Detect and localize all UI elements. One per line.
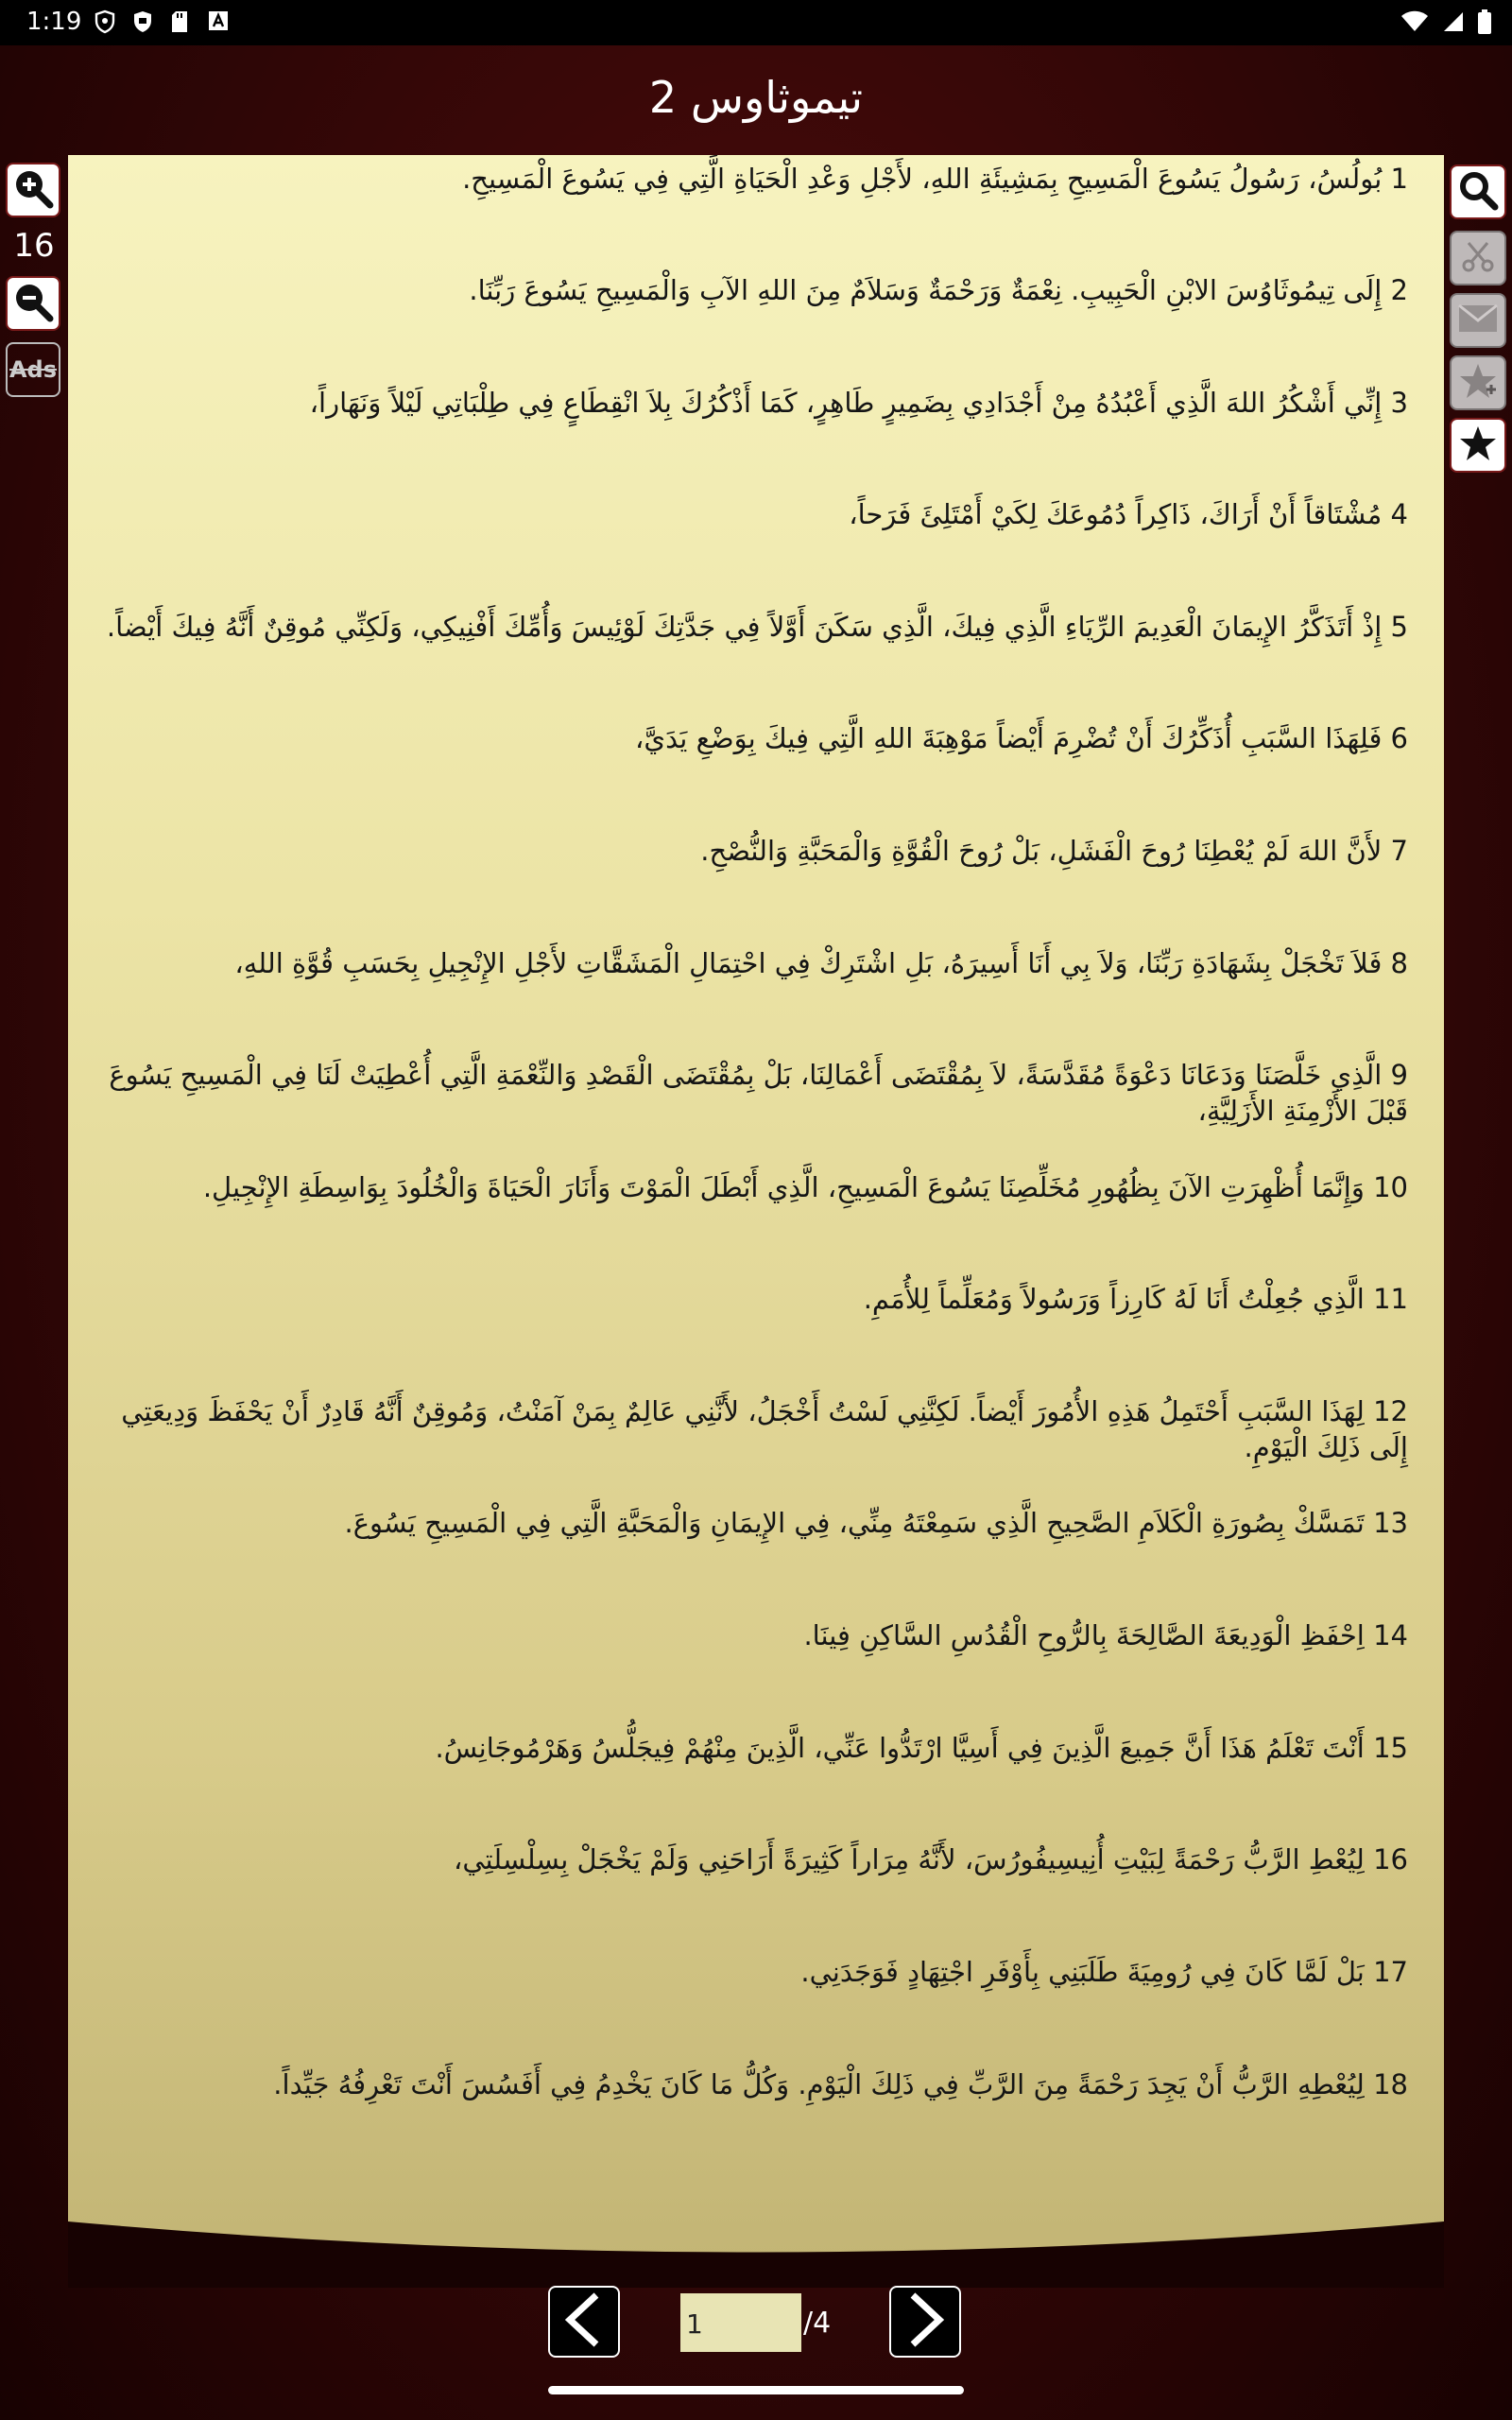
zoom-in-icon: [12, 167, 54, 213]
verse-text: لِيُعْطِ الرَّبُّ رَحْمَةً لِبَيْتِ أُنِيسِيفُورُسَ، لأَنَّهُ مِرَاراً كَثِيرَةً أَرَاحَنِي وَلَمْ يَخْجَلْ بِسِلْسِلَتِي،: [454, 1843, 1365, 1876]
status-time: 1:19: [26, 8, 82, 36]
share-mail-button[interactable]: [1450, 293, 1506, 348]
verse-text: مُشْتَاقاً أَنْ أَرَاكَ، ذَاكِراً دُمُوعَكَ لِكَيْ أَمْتَلِئَ فَرَحاً،: [849, 498, 1383, 530]
scripture-page[interactable]: [68, 155, 1444, 2282]
verse-text: لأَنَّ اللهَ لَمْ يُعْطِنَا رُوحَ الْفَشَلِ، بَلْ رُوحَ الْقُوَّةِ وَالْمَحَبَّةِ وَالنُّصْحِ.: [700, 835, 1383, 867]
verse-text: وَإِنَّمَا أُظْهِرَتِ الآنَ بِظُهُورِ مُخَلِّصِنَا يَسُوعَ الْمَسِيحِ، الَّذِي أَبْطَلَ الْمَوْتَ وَأَنَارَ الْحَيَاةَ وَالْخُلُودَ بِوَاسِطَةِ الإِنْجِيلِ.: [202, 1171, 1365, 1203]
page-number-input[interactable]: 1: [680, 2293, 801, 2352]
verse-number: 18: [1373, 2068, 1408, 2100]
sd-card-icon: [170, 9, 191, 32]
verse-number: 3: [1390, 387, 1408, 419]
verse-number: 11: [1373, 1283, 1408, 1315]
zoom-out-icon: [12, 281, 54, 326]
home-indicator[interactable]: [548, 2386, 964, 2394]
verse-text: لِيُعْطِهِ الرَّبُّ أَنْ يَجِدَ رَحْمَةً مِنَ الرَّبِّ فِي ذَلِكَ الْيَوْمِ. وَكُلُّ مَا كَانَ يَخْدِمُ فِي أَفَسُسَ أَنْتَ تَعْرِفُهُ جَيِّداً.: [273, 2068, 1365, 2100]
scissors-icon: [1459, 237, 1497, 279]
book-title-bar: [0, 45, 1512, 149]
verse-number: 16: [1373, 1843, 1408, 1876]
verse-number: 2: [1390, 274, 1408, 306]
verse-number: 13: [1373, 1507, 1408, 1539]
verse-number: 17: [1373, 1956, 1408, 1988]
verse-text: أَنْتَ تَعْلَمُ هَذَا أَنَّ جَمِيعَ الَّذِينَ فِي أَسِيَّا ارْتَدُّوا عَنِّي، الَّذِينَ مِنْهُمْ فِيجَلُّسُ وَهَرْمُوجَانِسُ.: [435, 1732, 1365, 1764]
verse-10[interactable]: [106, 1169, 1408, 1205]
verse-number: 10: [1373, 1171, 1408, 1203]
verse-text: بُولُسُ، رَسُولُ يَسُوعَ الْمَسِيحِ بِمَشِيئَةِ اللهِ، لأَجْلِ وَعْدِ الْحَيَاةِ الَّتِي فِي يَسُوعَ الْمَسِيحِ.: [462, 163, 1383, 195]
verse-5[interactable]: [106, 609, 1408, 645]
bookmarks-button[interactable]: [1450, 418, 1506, 473]
verse-4[interactable]: [106, 496, 1408, 532]
verse-text: تَمَسَّكْ بِصُورَةِ الْكَلاَمِ الصَّحِيحِ الَّذِي سَمِعْتَهُ مِنِّي، فِي الإِيمَانِ وَالْمَحَبَّةِ الَّتِي فِي الْمَسِيحِ يَسُوعَ.: [344, 1507, 1365, 1539]
remove-ads-button[interactable]: Ads: [6, 342, 60, 397]
battery-icon: [1478, 9, 1491, 41]
verse-text: إِنِّي أَشْكُرُ اللهَ الَّذِي أَعْبُدُهُ مِنْ أَجْدَادِي بِضَمِيرٍ طَاهِرٍ، كَمَا أَذْكُرُكَ بِلاَ انْقِطَاعٍ فِي طِلْبَاتِي لَيْلاً وَنَهَاراً،: [309, 387, 1383, 419]
verse-text: إِذْ أَتَذَكَّرُ الإِيمَانَ الْعَدِيمَ الرِّيَاءِ الَّذِي فِيكَ، الَّذِي سَكَنَ أَوَّلاً فِي جَدَّتِكَ لَوْئِيسَ وَأُمِّكَ أَفْنِيكِي، وَلَكِنِّي مُوقِنٌ أَنَّهُ فِيكَ أَيْضاً.: [106, 611, 1383, 643]
verse-15[interactable]: [106, 1730, 1408, 1766]
chevron-left-icon: [560, 2291, 608, 2352]
search-button[interactable]: [1450, 164, 1506, 219]
verse-8[interactable]: [106, 945, 1408, 981]
verse-number: 15: [1373, 1732, 1408, 1764]
cell-signal-icon: [1442, 10, 1465, 40]
next-page-button[interactable]: [889, 2286, 961, 2358]
zoom-in-button[interactable]: [6, 163, 60, 217]
verse-text: بَلْ لَمَّا كَانَ فِي رُومِيَةَ طَلَبَنِي بِأَوْفَرِ اجْتِهَادٍ فَوَجَدَنِي.: [800, 1956, 1365, 1988]
a-box-icon: [208, 9, 229, 32]
verse-6[interactable]: [106, 720, 1408, 756]
verse-13[interactable]: [106, 1505, 1408, 1541]
mail-icon: [1457, 303, 1499, 337]
verse-9[interactable]: [106, 1057, 1408, 1129]
clip-button[interactable]: [1450, 231, 1506, 285]
status-bar: [0, 0, 1512, 45]
verse-14[interactable]: [106, 1617, 1408, 1653]
verse-number: 7: [1390, 835, 1408, 867]
star-icon: [1458, 424, 1498, 467]
verse-number: 4: [1390, 498, 1408, 530]
verse-7[interactable]: [106, 833, 1408, 869]
zoom-out-button[interactable]: [6, 276, 60, 331]
verse-12[interactable]: [106, 1393, 1408, 1465]
page-title: تيموثاوس 2: [648, 72, 864, 123]
verse-1[interactable]: [106, 161, 1408, 197]
verse-text: فَلاَ تَخْجَلْ بِشَهَادَةِ رَبِّنَا، وَلاَ بِي أَنَا أَسِيرَهُ، بَلِ اشْتَرِكْ فِي احْتِمَالِ الْمَشَقَّاتِ لأَجْلِ الإِنْجِيلِ بِحَسَبِ قُوَّةِ اللهِ،: [234, 947, 1383, 979]
font-size-value: 16: [13, 227, 55, 265]
star-add-icon: [1458, 361, 1498, 405]
verse-number: 5: [1390, 611, 1408, 643]
verse-number: 9: [1390, 1059, 1408, 1091]
search-icon: [1457, 169, 1499, 215]
add-bookmark-button[interactable]: [1450, 355, 1506, 410]
verse-text: الَّذِي جُعِلْتُ أَنَا لَهُ كَارِزاً وَرَسُولاً وَمُعَلِّماً لِلأُمَمِ.: [863, 1283, 1365, 1315]
verse-number: 14: [1373, 1619, 1408, 1651]
verse-11[interactable]: [106, 1281, 1408, 1317]
verse-number: 1: [1390, 163, 1408, 195]
previous-page-button[interactable]: [548, 2286, 620, 2358]
verse-text: لِهَذَا السَّبَبِ أَحْتَمِلُ هَذِهِ الأُمُورَ أَيْضاً. لَكِنَّنِي لَسْتُ أَخْجَلُ، لأَنَّنِي عَالِمٌ بِمَنْ آمَنْتُ، وَمُوقِنٌ أَنَّهُ قَادِرٌ أَنْ يَحْفَظَ وَدِيعَتِي إِلَى ذَلِكَ الْيَوْمِ.: [121, 1395, 1408, 1463]
page-total: /4: [803, 2307, 832, 2340]
verse-2[interactable]: [106, 272, 1408, 308]
shield-fill-icon: [132, 9, 153, 32]
verse-18[interactable]: [106, 2066, 1408, 2102]
verse-16[interactable]: [106, 1841, 1408, 1877]
verse-3[interactable]: [106, 385, 1408, 421]
verse-text: فَلِهَذَا السَّبَبِ أُذَكِّرُكَ أَنْ تُضْرِمَ أَيْضاً مَوْهِبَةَ اللهِ الَّتِي فِيكَ بِوَضْعِ يَدَيَّ،: [635, 722, 1383, 754]
verse-text: اِحْفَظِ الْوَدِيعَةَ الصَّالِحَةَ بِالرُّوحِ الْقُدُسِ السَّاكِنِ فِينَا.: [803, 1619, 1365, 1651]
verse-17[interactable]: [106, 1954, 1408, 1990]
verse-number: 8: [1390, 947, 1408, 979]
verse-number: 12: [1373, 1395, 1408, 1427]
verse-text: الَّذِي خَلَّصَنَا وَدَعَانَا دَعْوَةً مُقَدَّسَةً، لاَ بِمُقْتَضَى أَعْمَالِنَا، بَلْ بِمُقْتَضَى الْقَصْدِ وَالنِّعْمَةِ الَّتِي أُعْطِيَتْ لَنَا فِي الْمَسِيحِ يَسُوعَ قَبْلَ الأَزْمِنَةِ الأَزَلِيَّةِ،: [109, 1059, 1408, 1127]
verse-number: 6: [1390, 722, 1408, 754]
shield-icon: [94, 9, 115, 32]
wifi-icon: [1400, 10, 1429, 40]
chevron-right-icon: [902, 2291, 949, 2352]
verse-text: إِلَى تِيمُوثَاوُسَ الابْنِ الْحَبِيبِ. نِعْمَةٌ وَرَحْمَةٌ وَسَلاَمٌ مِنَ اللهِ الآبِ وَالْمَسِيحِ يَسُوعَ رَبِّنَا.: [469, 274, 1383, 306]
